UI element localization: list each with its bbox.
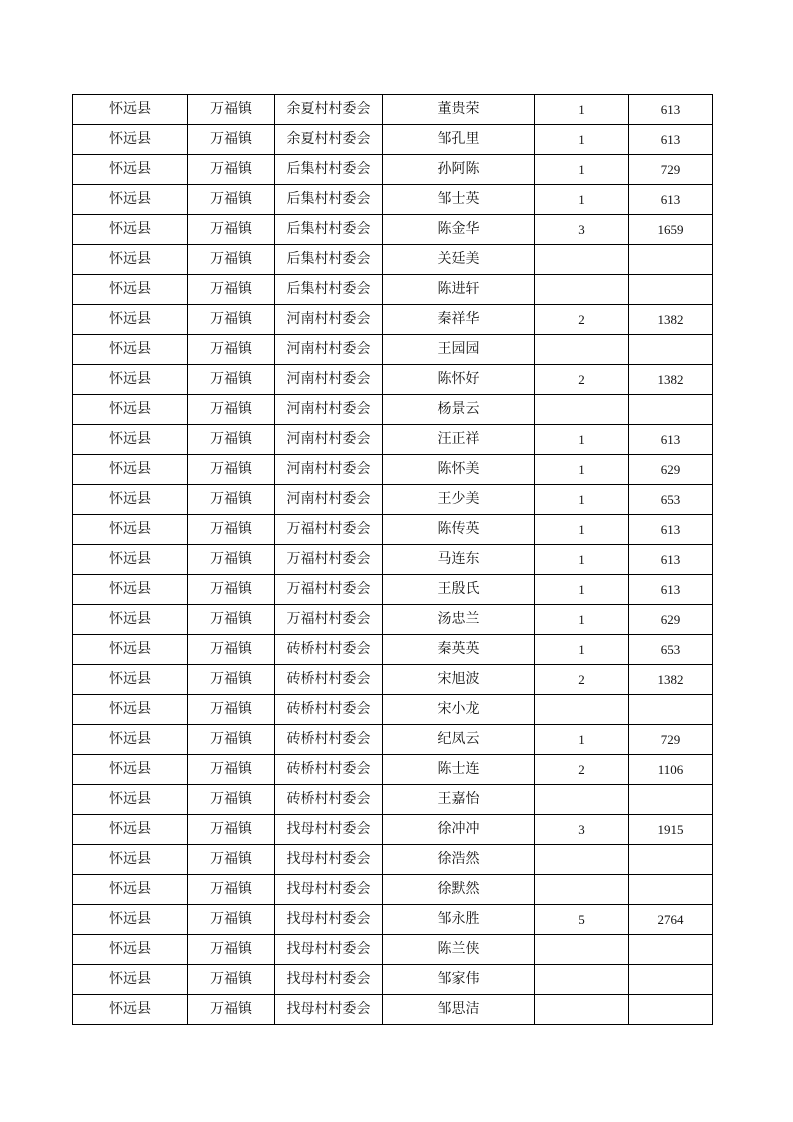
village-committee-cell: 河南村村委会 xyxy=(275,305,383,335)
roster-table-body xyxy=(73,95,713,1025)
name-cell: 关廷美 xyxy=(383,245,535,275)
town-cell: 万福镇 xyxy=(188,605,275,635)
name-cell: 陈怀好 xyxy=(383,365,535,395)
table-row xyxy=(73,395,713,425)
table-row xyxy=(73,125,713,155)
amount-cell: 729 xyxy=(629,725,713,755)
county-cell: 怀远县 xyxy=(73,905,188,935)
table-row xyxy=(73,455,713,485)
town-cell: 万福镇 xyxy=(188,185,275,215)
household-count-cell: 1 xyxy=(535,425,629,455)
name-cell: 纪凤云 xyxy=(383,725,535,755)
table-row xyxy=(73,785,713,815)
county-cell: 怀远县 xyxy=(73,755,188,785)
amount-cell: 613 xyxy=(629,185,713,215)
name-cell: 孙阿陈 xyxy=(383,155,535,185)
roster-table xyxy=(72,94,713,1025)
table-row xyxy=(73,995,713,1025)
name-cell: 邹永胜 xyxy=(383,905,535,935)
household-count-cell: 3 xyxy=(535,815,629,845)
household-count-cell: 1 xyxy=(535,635,629,665)
county-cell: 怀远县 xyxy=(73,995,188,1025)
amount-cell: 1382 xyxy=(629,665,713,695)
county-cell: 怀远县 xyxy=(73,425,188,455)
village-committee-cell: 万福村村委会 xyxy=(275,545,383,575)
town-cell: 万福镇 xyxy=(188,935,275,965)
town-cell: 万福镇 xyxy=(188,215,275,245)
household-count-cell xyxy=(535,785,629,815)
name-cell: 邹孔里 xyxy=(383,125,535,155)
village-committee-cell: 找母村村委会 xyxy=(275,845,383,875)
village-committee-cell: 砖桥村村委会 xyxy=(275,785,383,815)
village-committee-cell: 找母村村委会 xyxy=(275,935,383,965)
village-committee-cell: 后集村村委会 xyxy=(275,185,383,215)
household-count-cell: 2 xyxy=(535,365,629,395)
household-count-cell xyxy=(535,695,629,725)
town-cell: 万福镇 xyxy=(188,335,275,365)
town-cell: 万福镇 xyxy=(188,635,275,665)
county-cell: 怀远县 xyxy=(73,305,188,335)
county-cell: 怀远县 xyxy=(73,515,188,545)
village-committee-cell: 万福村村委会 xyxy=(275,575,383,605)
amount-cell: 613 xyxy=(629,95,713,125)
household-count-cell: 1 xyxy=(535,725,629,755)
amount-cell: 1382 xyxy=(629,365,713,395)
town-cell: 万福镇 xyxy=(188,665,275,695)
amount-cell: 629 xyxy=(629,605,713,635)
county-cell: 怀远县 xyxy=(73,95,188,125)
village-committee-cell: 河南村村委会 xyxy=(275,365,383,395)
household-count-cell: 3 xyxy=(535,215,629,245)
town-cell: 万福镇 xyxy=(188,575,275,605)
amount-cell: 2764 xyxy=(629,905,713,935)
amount-cell: 613 xyxy=(629,515,713,545)
village-committee-cell: 砖桥村村委会 xyxy=(275,755,383,785)
amount-cell: 1382 xyxy=(629,305,713,335)
village-committee-cell: 砖桥村村委会 xyxy=(275,665,383,695)
town-cell: 万福镇 xyxy=(188,155,275,185)
table-row xyxy=(73,425,713,455)
county-cell: 怀远县 xyxy=(73,695,188,725)
table-row xyxy=(73,935,713,965)
county-cell: 怀远县 xyxy=(73,785,188,815)
village-committee-cell: 万福村村委会 xyxy=(275,515,383,545)
name-cell: 邹家伟 xyxy=(383,965,535,995)
county-cell: 怀远县 xyxy=(73,815,188,845)
town-cell: 万福镇 xyxy=(188,965,275,995)
amount-cell xyxy=(629,695,713,725)
table-row xyxy=(73,965,713,995)
county-cell: 怀远县 xyxy=(73,125,188,155)
amount-cell xyxy=(629,995,713,1025)
household-count-cell: 5 xyxy=(535,905,629,935)
county-cell: 怀远县 xyxy=(73,605,188,635)
name-cell: 陈怀美 xyxy=(383,455,535,485)
county-cell: 怀远县 xyxy=(73,635,188,665)
household-count-cell xyxy=(535,995,629,1025)
name-cell: 邹士英 xyxy=(383,185,535,215)
village-committee-cell: 河南村村委会 xyxy=(275,485,383,515)
household-count-cell: 2 xyxy=(535,755,629,785)
village-committee-cell: 后集村村委会 xyxy=(275,155,383,185)
town-cell: 万福镇 xyxy=(188,425,275,455)
town-cell: 万福镇 xyxy=(188,275,275,305)
county-cell: 怀远县 xyxy=(73,725,188,755)
table-row xyxy=(73,845,713,875)
amount-cell xyxy=(629,875,713,905)
household-count-cell xyxy=(535,245,629,275)
table-row xyxy=(73,485,713,515)
town-cell: 万福镇 xyxy=(188,815,275,845)
county-cell: 怀远县 xyxy=(73,185,188,215)
county-cell: 怀远县 xyxy=(73,965,188,995)
village-committee-cell: 找母村村委会 xyxy=(275,995,383,1025)
county-cell: 怀远县 xyxy=(73,155,188,185)
amount-cell xyxy=(629,785,713,815)
name-cell: 秦祥华 xyxy=(383,305,535,335)
household-count-cell: 1 xyxy=(535,485,629,515)
county-cell: 怀远县 xyxy=(73,875,188,905)
amount-cell: 613 xyxy=(629,545,713,575)
town-cell: 万福镇 xyxy=(188,995,275,1025)
village-committee-cell: 找母村村委会 xyxy=(275,905,383,935)
village-committee-cell: 余夏村村委会 xyxy=(275,125,383,155)
village-committee-cell: 后集村村委会 xyxy=(275,215,383,245)
amount-cell xyxy=(629,245,713,275)
county-cell: 怀远县 xyxy=(73,935,188,965)
name-cell: 徐冲冲 xyxy=(383,815,535,845)
name-cell: 汪正祥 xyxy=(383,425,535,455)
village-committee-cell: 砖桥村村委会 xyxy=(275,725,383,755)
town-cell: 万福镇 xyxy=(188,245,275,275)
village-committee-cell: 河南村村委会 xyxy=(275,335,383,365)
amount-cell xyxy=(629,845,713,875)
name-cell: 王园园 xyxy=(383,335,535,365)
town-cell: 万福镇 xyxy=(188,95,275,125)
name-cell: 董贵荣 xyxy=(383,95,535,125)
table-row xyxy=(73,875,713,905)
name-cell: 马连东 xyxy=(383,545,535,575)
table-row xyxy=(73,575,713,605)
table-row xyxy=(73,335,713,365)
town-cell: 万福镇 xyxy=(188,485,275,515)
table-row xyxy=(73,155,713,185)
amount-cell: 613 xyxy=(629,125,713,155)
village-committee-cell: 万福村村委会 xyxy=(275,605,383,635)
amount-cell xyxy=(629,275,713,305)
amount-cell: 613 xyxy=(629,575,713,605)
amount-cell: 613 xyxy=(629,425,713,455)
table-row xyxy=(73,545,713,575)
name-cell: 陈金华 xyxy=(383,215,535,245)
household-count-cell xyxy=(535,965,629,995)
table-row xyxy=(73,755,713,785)
village-committee-cell: 找母村村委会 xyxy=(275,815,383,845)
household-count-cell: 2 xyxy=(535,665,629,695)
town-cell: 万福镇 xyxy=(188,305,275,335)
table-row xyxy=(73,305,713,335)
town-cell: 万福镇 xyxy=(188,905,275,935)
amount-cell xyxy=(629,335,713,365)
table-row xyxy=(73,275,713,305)
county-cell: 怀远县 xyxy=(73,485,188,515)
household-count-cell: 1 xyxy=(535,185,629,215)
county-cell: 怀远县 xyxy=(73,455,188,485)
amount-cell: 653 xyxy=(629,635,713,665)
name-cell: 徐默然 xyxy=(383,875,535,905)
amount-cell: 1659 xyxy=(629,215,713,245)
name-cell: 陈兰侠 xyxy=(383,935,535,965)
household-count-cell xyxy=(535,395,629,425)
table-row xyxy=(73,245,713,275)
amount-cell xyxy=(629,935,713,965)
name-cell: 陈进轩 xyxy=(383,275,535,305)
table-row xyxy=(73,515,713,545)
household-count-cell: 1 xyxy=(535,545,629,575)
household-count-cell xyxy=(535,845,629,875)
village-committee-cell: 后集村村委会 xyxy=(275,275,383,305)
county-cell: 怀远县 xyxy=(73,545,188,575)
town-cell: 万福镇 xyxy=(188,755,275,785)
table-row xyxy=(73,365,713,395)
household-count-cell xyxy=(535,935,629,965)
name-cell: 杨景云 xyxy=(383,395,535,425)
name-cell: 宋旭波 xyxy=(383,665,535,695)
county-cell: 怀远县 xyxy=(73,575,188,605)
village-committee-cell: 河南村村委会 xyxy=(275,425,383,455)
name-cell: 王少美 xyxy=(383,485,535,515)
name-cell: 邹思洁 xyxy=(383,995,535,1025)
town-cell: 万福镇 xyxy=(188,785,275,815)
table-row xyxy=(73,905,713,935)
name-cell: 秦英英 xyxy=(383,635,535,665)
town-cell: 万福镇 xyxy=(188,125,275,155)
amount-cell: 729 xyxy=(629,155,713,185)
table-row xyxy=(73,95,713,125)
county-cell: 怀远县 xyxy=(73,245,188,275)
town-cell: 万福镇 xyxy=(188,845,275,875)
village-committee-cell: 河南村村委会 xyxy=(275,455,383,485)
town-cell: 万福镇 xyxy=(188,365,275,395)
table-row xyxy=(73,185,713,215)
household-count-cell xyxy=(535,275,629,305)
household-count-cell: 2 xyxy=(535,305,629,335)
town-cell: 万福镇 xyxy=(188,875,275,905)
table-row xyxy=(73,635,713,665)
town-cell: 万福镇 xyxy=(188,455,275,485)
county-cell: 怀远县 xyxy=(73,335,188,365)
household-count-cell: 1 xyxy=(535,125,629,155)
table-row xyxy=(73,215,713,245)
county-cell: 怀远县 xyxy=(73,275,188,305)
town-cell: 万福镇 xyxy=(188,515,275,545)
town-cell: 万福镇 xyxy=(188,545,275,575)
village-committee-cell: 找母村村委会 xyxy=(275,875,383,905)
county-cell: 怀远县 xyxy=(73,215,188,245)
county-cell: 怀远县 xyxy=(73,665,188,695)
village-committee-cell: 余夏村村委会 xyxy=(275,95,383,125)
village-committee-cell: 找母村村委会 xyxy=(275,965,383,995)
table-row xyxy=(73,605,713,635)
town-cell: 万福镇 xyxy=(188,695,275,725)
table-row xyxy=(73,815,713,845)
amount-cell: 1915 xyxy=(629,815,713,845)
household-count-cell xyxy=(535,875,629,905)
table-row xyxy=(73,665,713,695)
amount-cell: 629 xyxy=(629,455,713,485)
amount-cell xyxy=(629,965,713,995)
household-count-cell: 1 xyxy=(535,95,629,125)
name-cell: 王嘉怡 xyxy=(383,785,535,815)
table-row xyxy=(73,725,713,755)
household-count-cell: 1 xyxy=(535,155,629,185)
household-count-cell xyxy=(535,335,629,365)
amount-cell: 653 xyxy=(629,485,713,515)
table-row xyxy=(73,695,713,725)
town-cell: 万福镇 xyxy=(188,725,275,755)
name-cell: 徐浩然 xyxy=(383,845,535,875)
county-cell: 怀远县 xyxy=(73,845,188,875)
household-count-cell: 1 xyxy=(535,515,629,545)
amount-cell: 1106 xyxy=(629,755,713,785)
village-committee-cell: 砖桥村村委会 xyxy=(275,635,383,665)
county-cell: 怀远县 xyxy=(73,365,188,395)
household-count-cell: 1 xyxy=(535,605,629,635)
amount-cell xyxy=(629,395,713,425)
household-count-cell: 1 xyxy=(535,575,629,605)
village-committee-cell: 河南村村委会 xyxy=(275,395,383,425)
county-cell: 怀远县 xyxy=(73,395,188,425)
name-cell: 汤忠兰 xyxy=(383,605,535,635)
name-cell: 陈传英 xyxy=(383,515,535,545)
name-cell: 王殷氏 xyxy=(383,575,535,605)
household-count-cell: 1 xyxy=(535,455,629,485)
name-cell: 陈士连 xyxy=(383,755,535,785)
village-committee-cell: 后集村村委会 xyxy=(275,245,383,275)
village-committee-cell: 砖桥村村委会 xyxy=(275,695,383,725)
town-cell: 万福镇 xyxy=(188,395,275,425)
name-cell: 宋小龙 xyxy=(383,695,535,725)
